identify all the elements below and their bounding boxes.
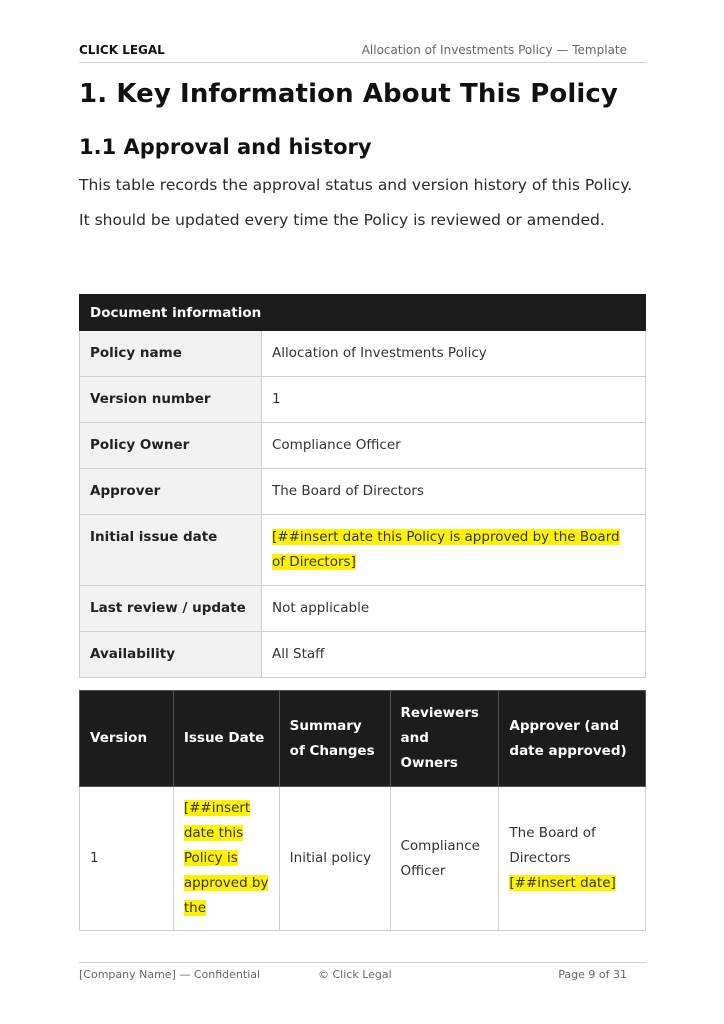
highlighted-placeholder: [##insert date this Policy is approved by the xyxy=(183,800,269,916)
table-row xyxy=(80,423,646,469)
row-label: Availability xyxy=(80,632,262,678)
brand-name: CLICK LEGAL xyxy=(79,43,165,57)
document-information-table xyxy=(79,294,646,678)
section-heading: 1. Key Information About This Policy xyxy=(79,79,618,109)
table-title: Document information xyxy=(80,295,646,331)
footer-company: [Company Name] — Confidential xyxy=(79,968,261,981)
table-row xyxy=(80,632,646,678)
column-header: Issue Date xyxy=(173,691,279,787)
version-cell: 1 xyxy=(80,787,174,931)
version-history-table xyxy=(79,690,646,931)
footer-copyright: © Click Legal xyxy=(318,968,392,981)
row-label: Policy name xyxy=(80,331,262,377)
row-value: All Staff xyxy=(262,632,646,678)
highlighted-placeholder: [##insert date this Policy is approved by the Board of Directors] xyxy=(272,529,620,570)
row-value: The Board of Directors xyxy=(262,469,646,515)
table-row xyxy=(80,586,646,632)
table-row xyxy=(80,515,646,586)
table-row xyxy=(80,377,646,423)
column-header: Reviewers and Owners xyxy=(390,691,499,787)
table-header-row xyxy=(80,691,646,787)
page-footer xyxy=(79,962,647,985)
approver-cell xyxy=(499,787,646,931)
summary-cell: Initial policy xyxy=(279,787,390,931)
column-header: Approver (and date approved) xyxy=(499,691,646,787)
row-label: Policy Owner xyxy=(80,423,262,469)
row-value: 1 xyxy=(262,377,646,423)
table-row xyxy=(80,469,646,515)
approver-name: The Board of Directors xyxy=(509,825,596,866)
column-header: Summary of Changes xyxy=(279,691,390,787)
table-row xyxy=(80,331,646,377)
reviewers-cell: Compliance Officer xyxy=(390,787,499,931)
row-label: Version number xyxy=(80,377,262,423)
intro-paragraph: This table records the approval status and version history of this Policy. It should be updated every time the Policy is reviewed or amended. xyxy=(79,176,633,229)
document-title: Allocation of Investments Policy — Template xyxy=(361,43,627,57)
row-value: Compliance Officer xyxy=(262,423,646,469)
page-number: Page 9 of 31 xyxy=(558,968,627,981)
row-label: Initial issue date xyxy=(80,515,262,586)
row-value: Allocation of Investments Policy xyxy=(262,331,646,377)
issue-date-cell xyxy=(173,787,279,931)
row-label: Approver xyxy=(80,469,262,515)
page-header xyxy=(79,40,647,63)
column-header: Version xyxy=(80,691,174,787)
row-value-placeholder xyxy=(262,515,646,586)
table-row xyxy=(80,787,646,931)
row-label: Last review / update xyxy=(80,586,262,632)
row-value: Not applicable xyxy=(262,586,646,632)
subsection-heading: 1.1 Approval and history xyxy=(79,135,372,159)
highlighted-placeholder: [##insert date] xyxy=(509,875,616,891)
